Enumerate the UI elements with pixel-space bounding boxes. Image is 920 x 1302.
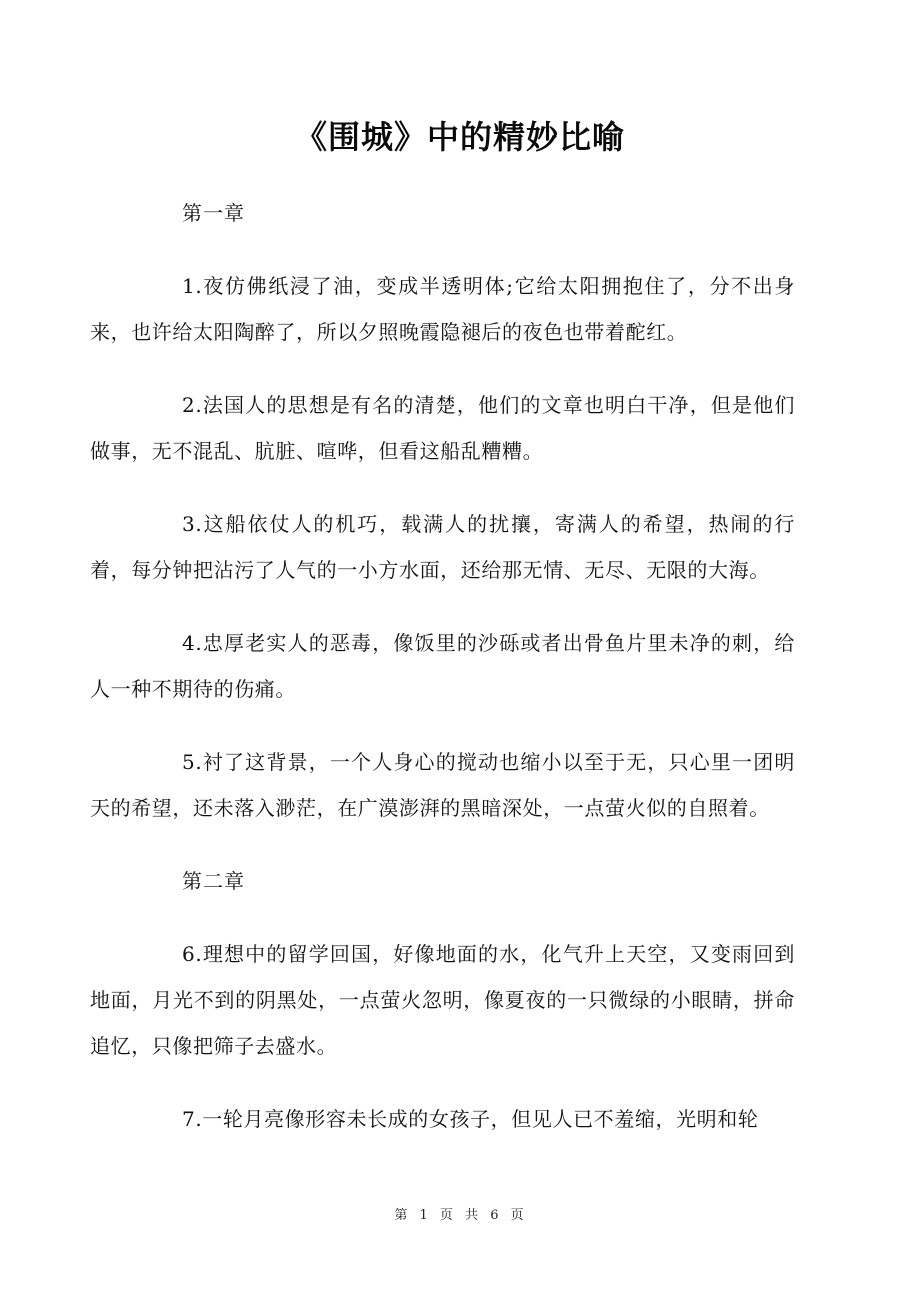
paragraph: 5.衬了这背景，一个人身心的搅动也缩小以至于无，只心里一团明天的希望，还未落入渺茫，在广漠澎湃的黑暗深处，一点萤火似的自照着。 xyxy=(90,750,795,820)
page-number-footer: 第 1 页 共 6 页 xyxy=(394,1208,526,1223)
paragraph: 1.夜仿佛纸浸了油，变成半透明体;它给太阳拥抱住了，分不出身来，也许给太阳陶醉了，所以夕照晚霞隐褪后的夜色也带着酡红。 xyxy=(90,274,795,344)
paragraph: 2.法国人的思想是有名的清楚，他们的文章也明白干净，但是他们做事，无不混乱、肮脏、喧哗，但看这船乱糟糟。 xyxy=(90,393,795,463)
document-body xyxy=(90,190,795,1169)
chapter-heading: 第一章 xyxy=(182,201,245,225)
paragraph: 4.忠厚老实人的恶毒，像饭里的沙砾或者出骨鱼片里未净的刺，给人一种不期待的伤痛。 xyxy=(90,631,795,701)
document-title: 《围城》中的精妙比喻 xyxy=(294,118,625,156)
paragraph: 6.理想中的留学回国，好像地面的水，化气升上天空，又变雨回到地面，月光不到的阴黑处，一点萤火忽明，像夏夜的一只微绿的小眼睛，拼命追忆，只像把筛子去盛水。 xyxy=(90,942,795,1058)
chapter-heading: 第二章 xyxy=(182,869,245,893)
paragraph: 3.这船依仗人的机巧，载满人的扰攘，寄满人的希望，热闹的行着，每分钟把沾污了人气的一小方水面，还给那无情、无尽、无限的大海。 xyxy=(90,512,795,582)
paragraph: 7.一轮月亮像形容未长成的女孩子，但见人已不羞缩，光明和轮 xyxy=(182,1107,759,1131)
